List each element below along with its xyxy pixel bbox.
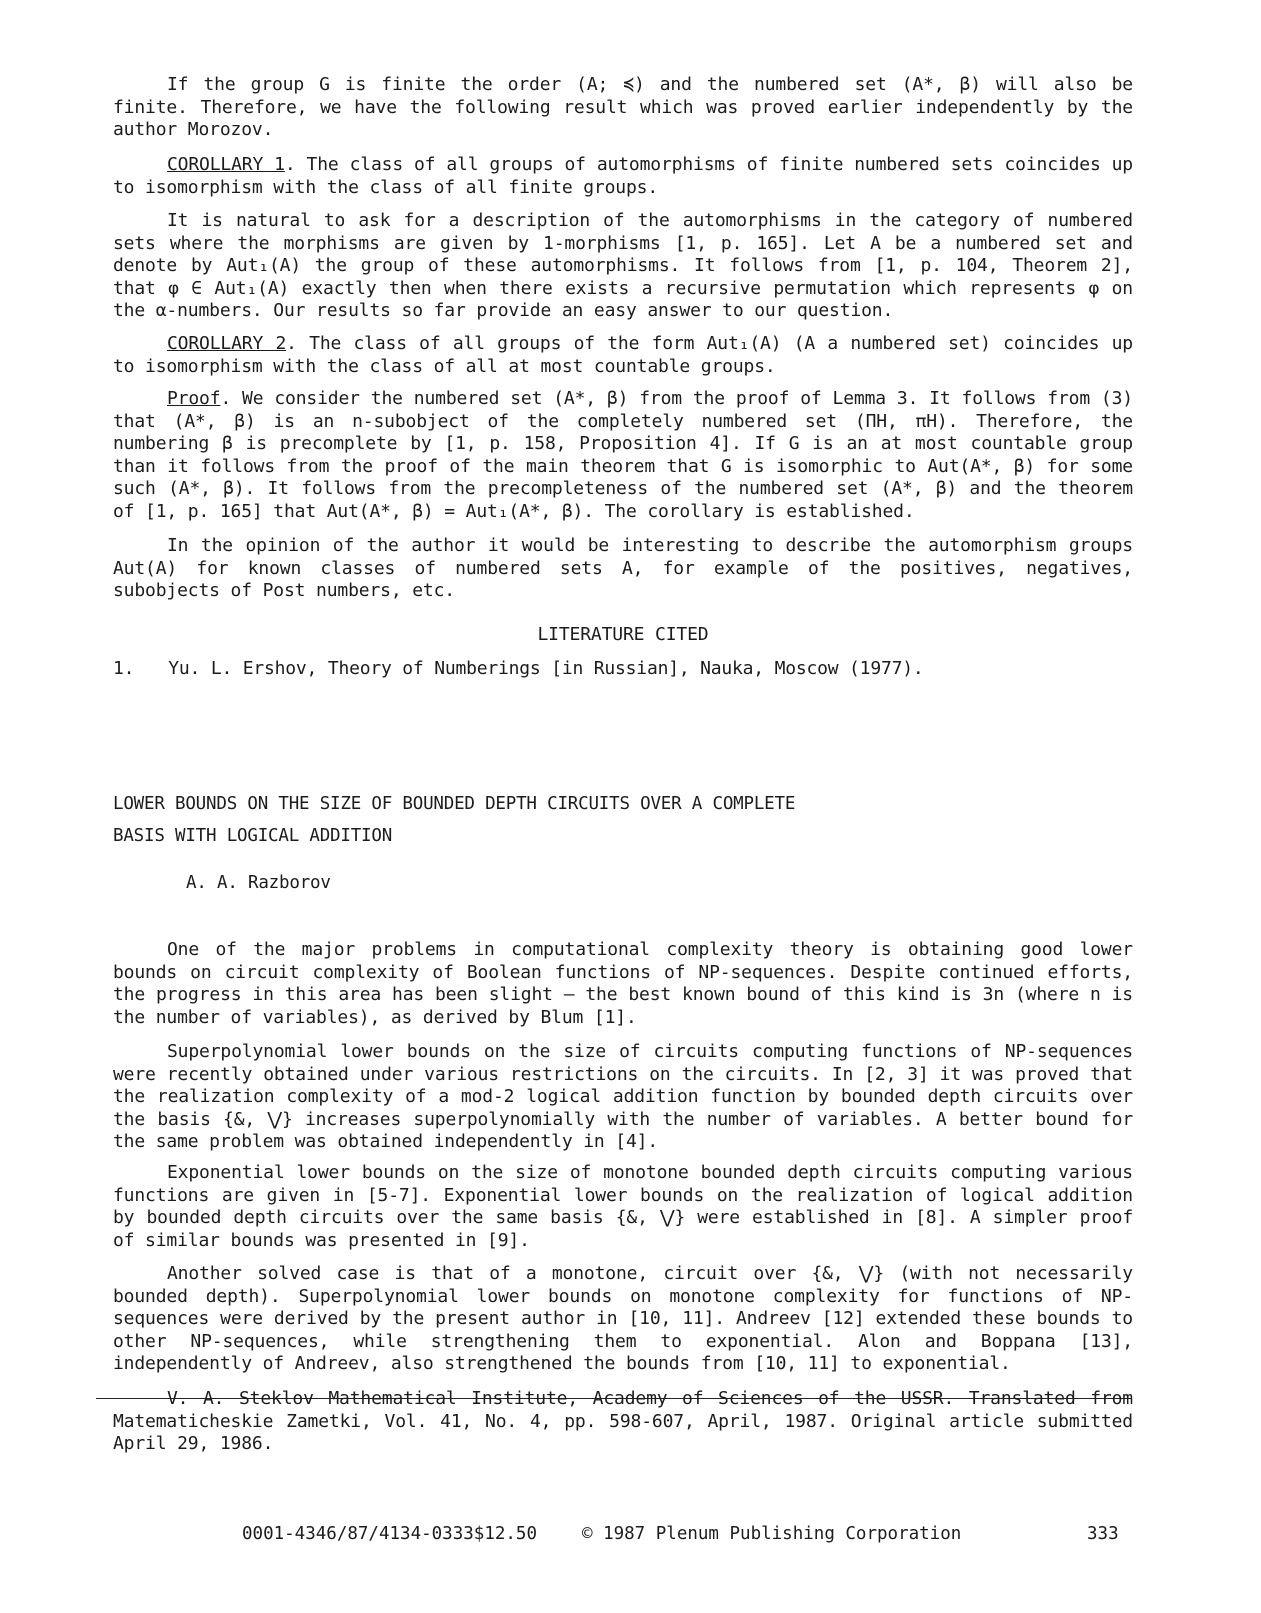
article-paragraph-2: Superpolynomial lower bounds on the size of circuits computing functions of NP-sequences were recently obtained under various restrictions on the circuits. In [2, 3] it was proved that the realization complexity of a mod-2 logical addition function by bounded depth circuits over the basis {&, ⋁} increases superpolynomially with the number of variables. A better bound for the same problem was obtained independently in [4]. [113,1041,1133,1152]
proof-label: Proof [167,388,221,409]
reference-1 [113,658,924,679]
corollary-1 [113,154,1133,199]
corollary-1-label: COROLLARY 1 [167,154,285,175]
reference-1-text: Yu. L. Ershov, Theory of Numberings [in Russian], Nauka, Moscow (1977). [168,658,924,679]
article-author: A. A. Razborov [186,873,331,893]
paragraph-finite-group: If the group G is finite the order (A; ≼) and the numbered set (A*, β) will also be finite. Therefore, we have the following result which was proved earlier independently by the author Morozov. [113,74,1133,140]
corollary-2 [113,333,1133,378]
article-title-line-2: BASIS WITH LOGICAL ADDITION [113,826,393,846]
paragraph-automorphisms: It is natural to ask for a description of the automorphisms in the category of numbered sets where the morphisms are given by 1-morphisms [1, p. 165]. Let A be a numbered set and denote by Aut₁(A) the group of these automorphisms. It follows from [1, p. 104, Theorem 2], that φ ∈ Aut₁(A) exactly then when there exists a recursive permutation which represents φ on the α-numbers. Our results so far provide an easy answer to our question. [113,210,1133,321]
corollary-2-text: . The class of all groups of the form Aut₁(A) (A a numbered set) coincides up to isomorphism with the class of all at most countable groups. [113,333,1133,377]
footnote: V. A. Steklov Mathematical Institute, Academy of Sciences of the USSR. Translated from Matematicheskie Zametki, Vol. 41, No. 4, pp. 598-607, April, 1987. Original article submitted April 29, 1986. [113,1388,1133,1454]
corollary-2-label: COROLLARY 2 [167,333,287,354]
article-paragraph-1: One of the major problems in computational complexity theory is obtaining good lower bounds on circuit complexity of Boolean functions of NP-sequences. Despite continued efforts, the progress in this area has been slight — the best known bound of this kind is 3n (where n is the number of variables), as derived by Blum [1]. [113,939,1133,1028]
literature-heading: LITERATURE CITED [537,624,709,645]
footer-copyright: © 1987 Plenum Publishing Corporation [582,1524,962,1544]
article-paragraph-4: Another solved case is that of a monotone, circuit over {&, ⋁} (with not necessarily bounded depth). Superpolynomial lower bounds on monotone complexity for functions of NP-sequences were derived by the present author in [10, 11]. Andreev [12] extended these bounds to other NP-sequences, while strengthening them to exponential. Alon and Boppana [13], independently of Andreev, also strengthened the bounds from [10, 11] to exponential. [113,1263,1133,1374]
proof-text: . We consider the numbered set (A*, β) from the proof of Lemma 3. It follows from (3) that (A*, β) is an n-subobject of the completely numbered set (ΠH, πH). Therefore, the numbering β is precomplete by [1, p. 158, Proposition 4]. If G is an at most countable group than it follows from the proof of the main theorem that G is isomorphic to Aut(A*, β) for some such (A*, β). It follows from the precompleteness of the numbered set (A*, β) and the theorem of [1, p. 165] that Aut(A*, β) = Aut₁(A*, β). The corollary is established. [113,388,1133,522]
footer-code: 0001-4346/87/4134-0333$12.50 [242,1524,538,1544]
page-number: 333 [1087,1524,1119,1544]
article-title-line-1: LOWER BOUNDS ON THE SIZE OF BOUNDED DEPTH CIRCUITS OVER A COMPLETE [113,794,796,814]
reference-1-number: 1. [113,658,135,679]
article-paragraph-3: Exponential lower bounds on the size of monotone bounded depth circuits computing various functions are given in [5-7]. Exponential lower bounds on the realization of logical addition by bounded depth circuits over the same basis {&, ⋁} were established in [8]. A simpler proof of similar bounds was presented in [9]. [113,1162,1133,1251]
corollary-1-text: . The class of all groups of automorphisms of finite numbered sets coincides up to isomorphism with the class of all finite groups. [113,154,1133,198]
paragraph-opinion: In the opinion of the author it would be interesting to describe the automorphism groups Aut(A) for known classes of numbered sets A, for example of the positives, negatives, subobjects of Post numbers, etc. [113,535,1133,601]
proof [113,388,1133,523]
